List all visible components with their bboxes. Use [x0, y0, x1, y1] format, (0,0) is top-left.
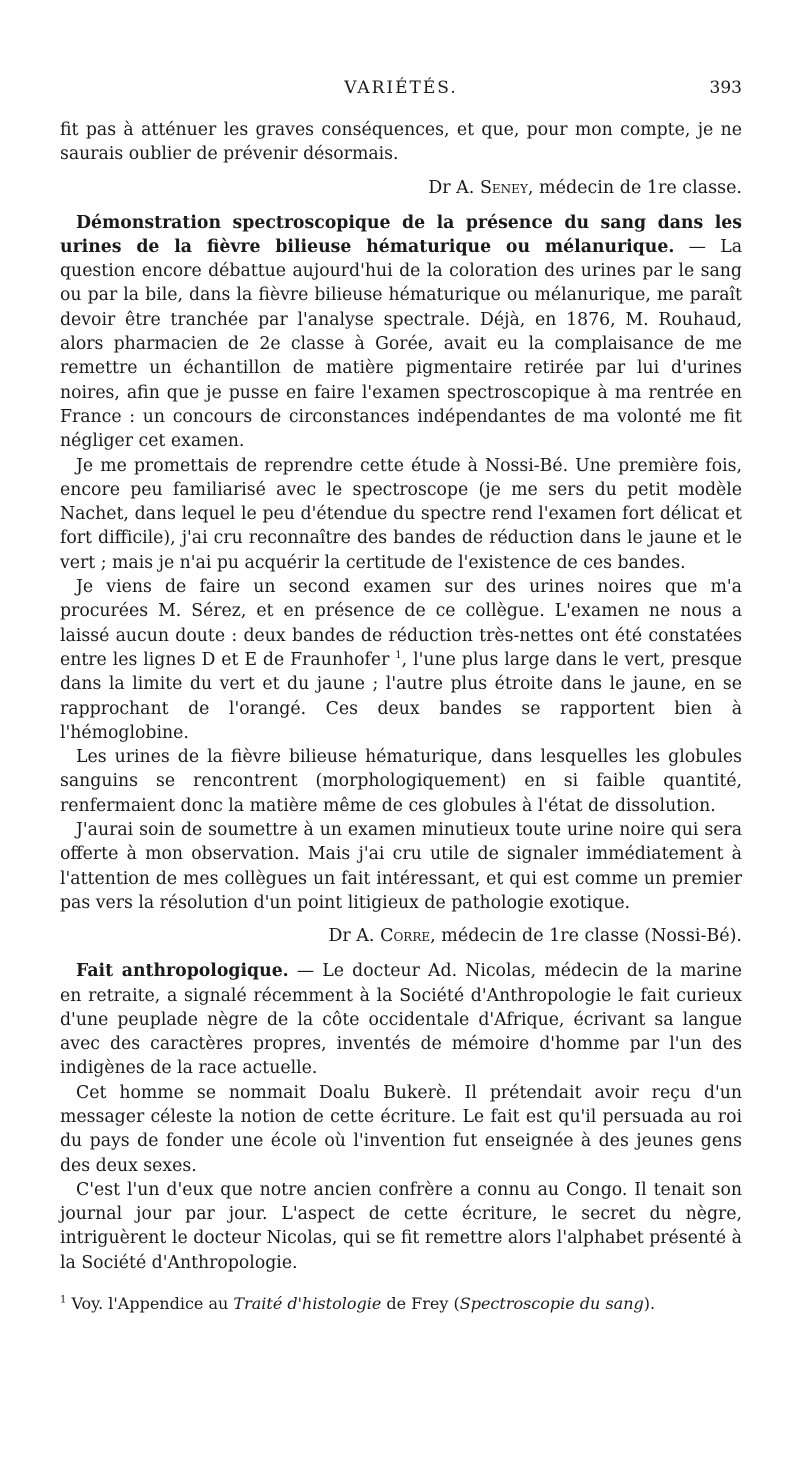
footnote-text: Voy. l'Appendice au [66, 1294, 234, 1314]
section-text: — Le docteur Ad. Nicolas, médecin de la marine en retraite, a signalé récemment à la Société d'Anthropologie le fait curieux d'une peuplade nègre de la côte occidentale d'Afrique, écrivant sa langue avec des caractères propres, inventés de mémoire d'homme par l'un des indigènes de la race actuelle. [60, 961, 742, 1079]
section-text: — La question encore débattue aujourd'hui de la coloration des urines par le sang ou par la bile, dans la fièvre bilieuse hématurique ou mélanurique, me paraît devoir être tranchée par l'analyse spectrale. Déjà, en 1876, M. Rouhaud, alors pharmacien de 2e classe à Gorée, avait eu la complaisance de me remettre un échantillon de matière pigmentaire retirée par lui d'urines noires, afin que je pusse en faire l'examen spectroscopique à ma rentrée en France : un concours de circonstances indépendantes de ma volonté me fit négliger cet examen. [60, 236, 743, 452]
section-spectroscopy [60, 211, 742, 454]
page-header [60, 78, 742, 118]
paragraph: Les urines de la fièvre bilieuse hématurique, dans lesquelles les globules sanguins se rencontrent (morphologiquement) en si faible quantité, renfermaient donc la matière même de ces globules à l'état de dissolution. [60, 747, 742, 816]
signature-corre [60, 923, 742, 949]
signature-prefix: Dr A. [428, 177, 480, 198]
signature-suffix: , médecin de 1re classe (Nossi-Bé). [430, 926, 742, 947]
paragraph-text: , l'une plus large dans le vert, presque dans la limite du vert et du jaune ; l'autre plus étroite dans le jaune, en se rapprochant de l'orangé. Ces deux bandes se rapportent bien à l'hémoglobine. [60, 649, 742, 743]
footnote-text: de Frey ( [381, 1294, 460, 1314]
paragraph-text: Je viens de faire un second examen sur des urines noires que m'a procurées M. Sérez, et en présence de ce collègue. L'examen ne nous a laissé aucun doute : deux bandes de réduction très-nettes ont été constatées entre les lignes D et E de Fraunhofer [60, 577, 742, 670]
paragraph: Cet homme se nommait Doalu Bukerè. Il prétendait avoir reçu d'un messager céleste la notion de cette écriture. Le fait est qu'il persuada au roi du pays de fonder une école où l'invention fut enseignée à des jeunes gens des deux sexes. [60, 1082, 742, 1176]
running-head: VARIÉTÉS. [344, 78, 458, 98]
footnote-ref: 1 [395, 650, 402, 662]
signature-suffix: , médecin de 1re classe. [527, 177, 742, 198]
footnote-text: ). [643, 1294, 656, 1314]
footnote-mark: 1 [60, 1294, 67, 1306]
section-anthropology [60, 959, 742, 1080]
page [60, 78, 742, 1315]
signature-name: Corre [380, 926, 431, 947]
paragraph-with-note [60, 575, 742, 745]
section-title-spectroscopy: Démonstration spectroscopique de la présence du sang dans les urines de la fièvre bilieuse hématurique ou mélanurique. [60, 212, 742, 257]
signature-prefix: Dr A. [328, 926, 381, 947]
paragraph: J'aurai soin de soumettre à un examen minutieux toute urine noire qui sera offerte à mon observation. Mais j'ai cru utile de signaler immédiatement à l'attention de mes collègues un fait intéressant, et qui est comme un premier pas vers la résolution d'un point litigieux de pathologie exotique. [60, 820, 742, 913]
signature-seney [60, 175, 742, 201]
paragraph: C'est l'un d'eux que notre ancien confrère a connu au Congo. Il tenait son journal jour par jour. L'aspect de cette écriture, le secret du nègre, intriguèrent le docteur Nicolas, qui se fit remettre alors l'alphabet présenté à la Société d'Anthropologie. [60, 1179, 742, 1273]
paragraph-continuation: fit pas à atténuer les graves conséquences, et que, pour mon compte, je ne saurais oublier de prévenir désormais. [60, 120, 742, 165]
footnote-italic: Traité d'histologie [233, 1294, 382, 1314]
footnote-italic: Spectroscopie du sang [459, 1294, 644, 1314]
page-number: 393 [709, 78, 742, 98]
signature-name: Seney [479, 177, 528, 198]
footnote [60, 1293, 742, 1315]
section-title-anthropology: Fait anthropologique. [76, 961, 289, 982]
paragraph: Je me promettais de reprendre cette étude à Nossi-Bé. Une première fois, encore peu familiarisé avec le spectroscope (je me sers du petit modèle Nachet, dans lequel le peu d'étendue du spectre rend l'examen fort délicat et fort difficile), j'ai cru reconnaître des bandes de réduction dans le jaune et le vert ; mais je n'ai pu acquérir la certitude de l'existence de ces bandes. [60, 455, 742, 573]
